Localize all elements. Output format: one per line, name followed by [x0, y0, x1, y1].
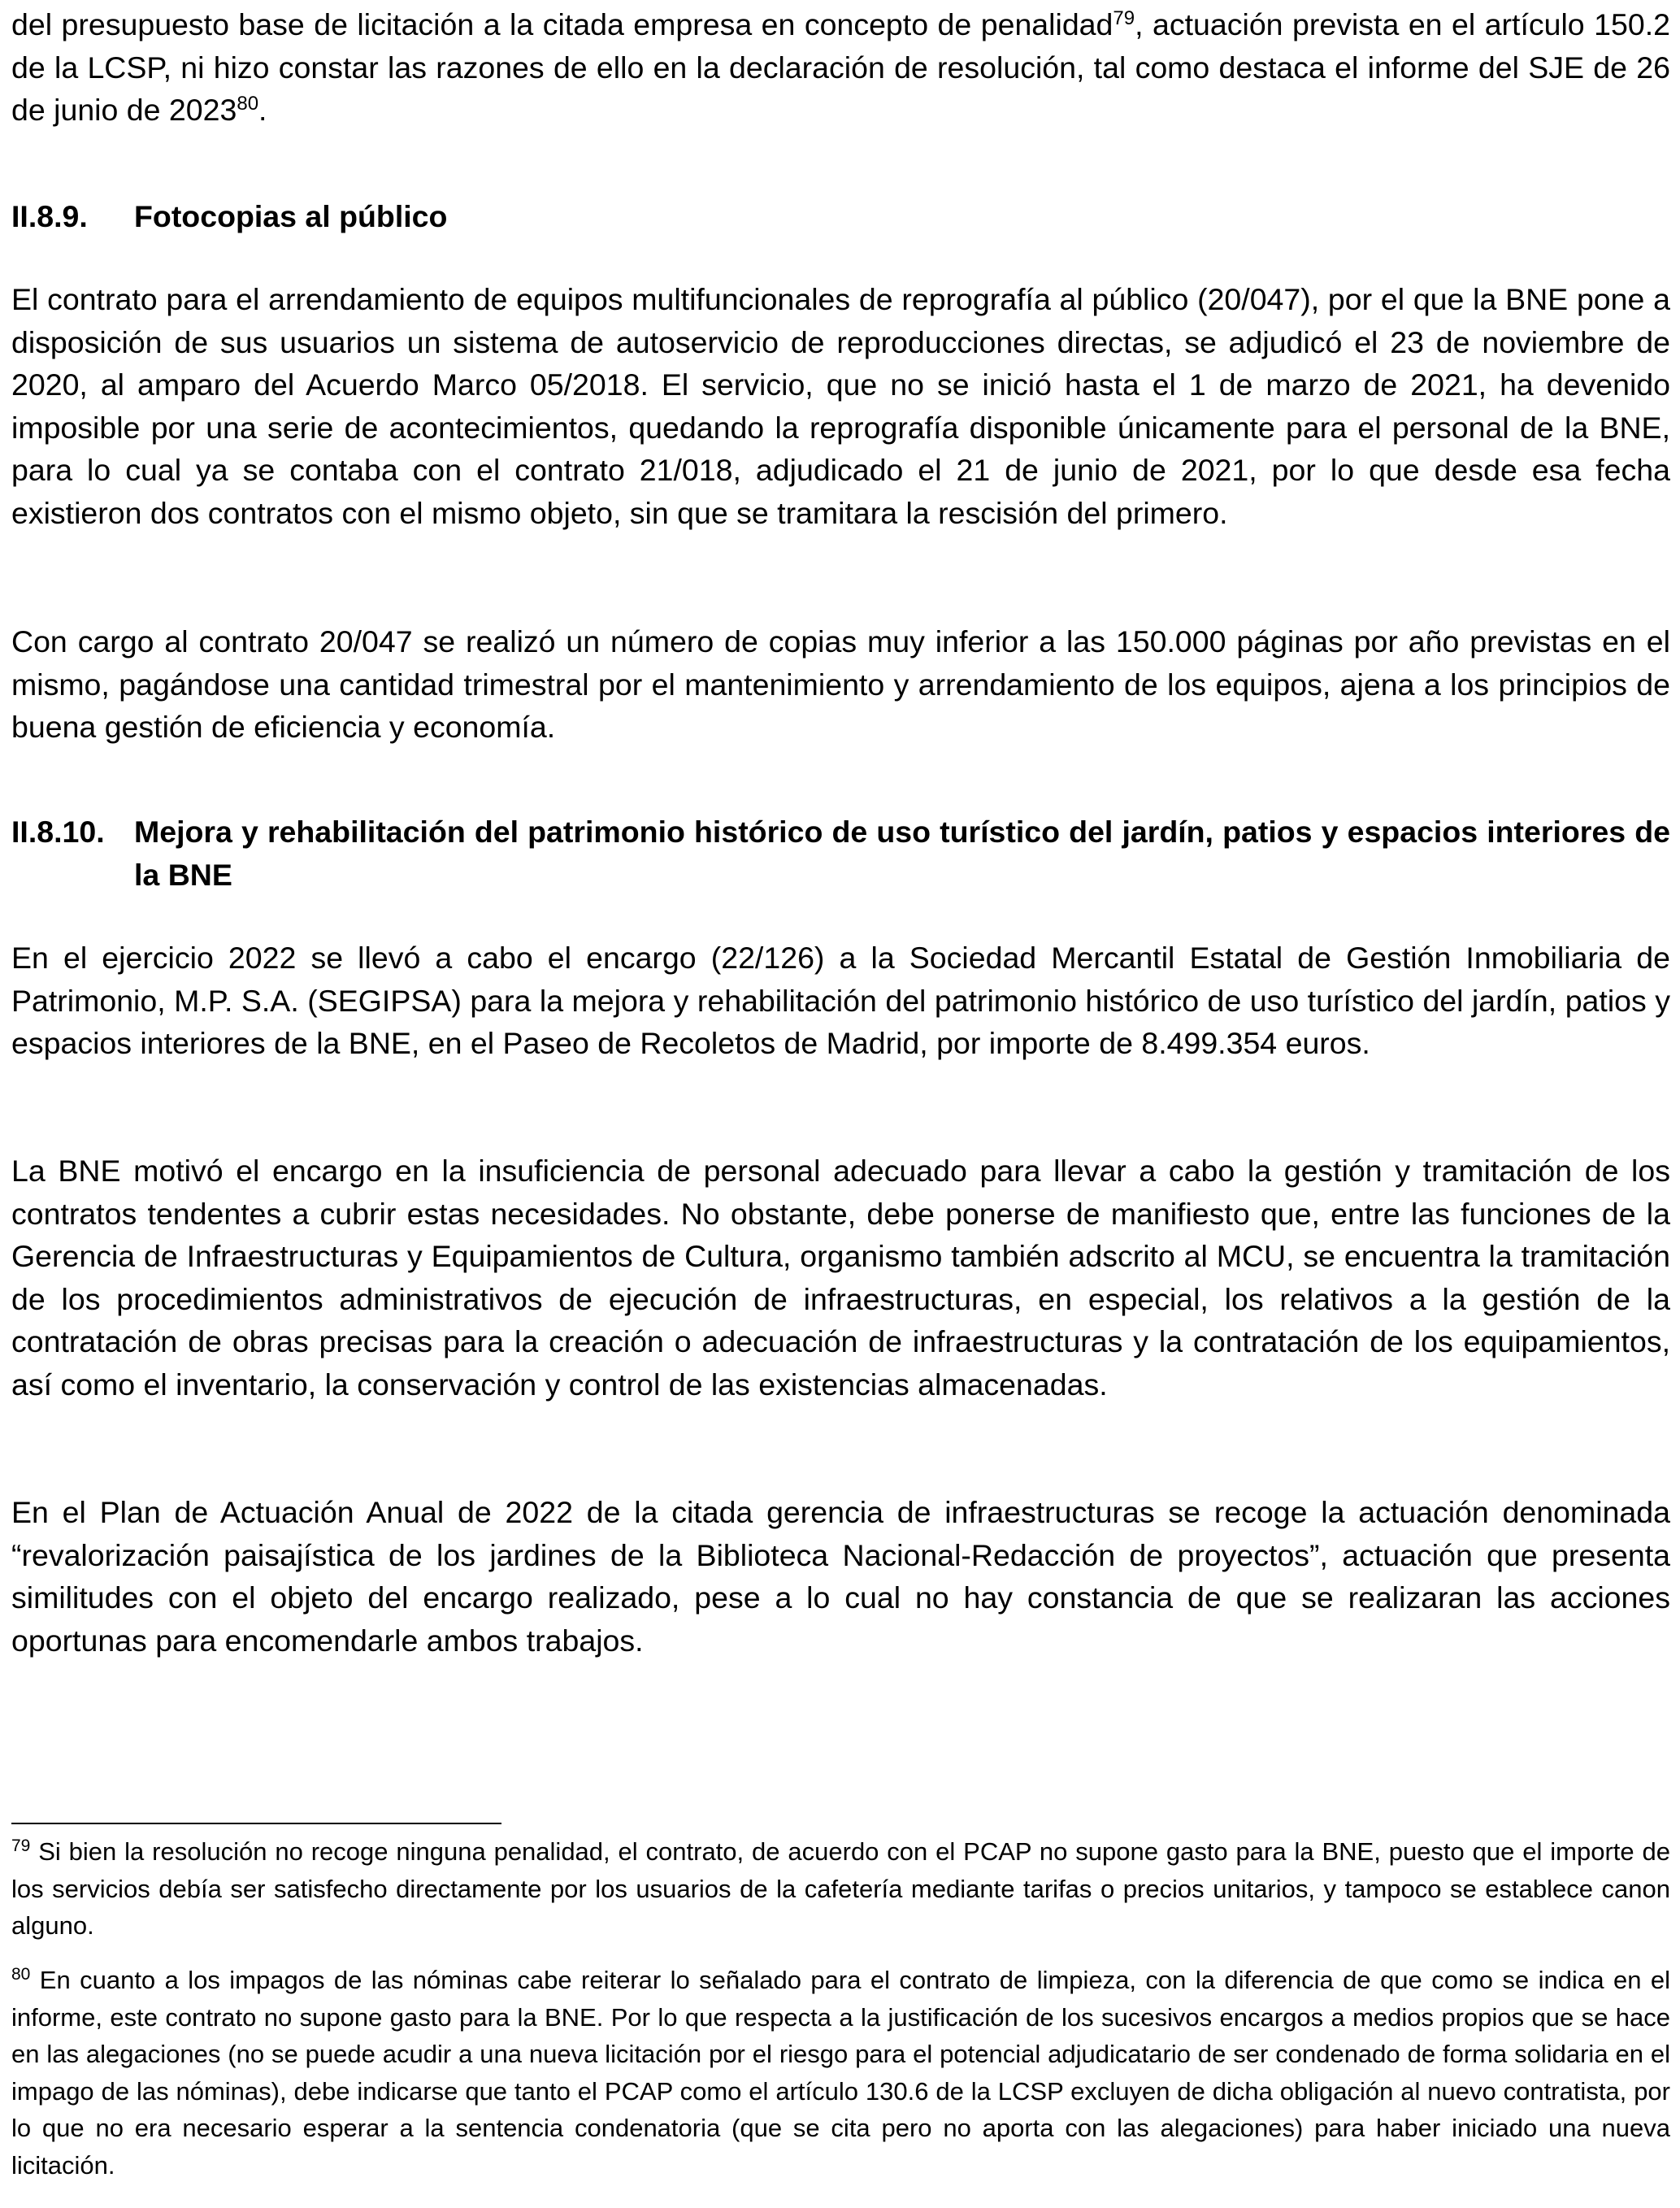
text: del presupuesto base de licitación a la citada empresa en concepto de penalidad [11, 7, 1113, 41]
footnote-text: Si bien la resolución no recoge ninguna penalidad, el contrato, de acuerdo con el PCAP no supone gasto para la BNE, puesto que el importe de los servicios debía ser satisfecho directamente por los usuarios de la cafetería mediante tarifas o precios unitarios, y tampoco se establece canon alguno. [11, 1837, 1670, 1940]
section-number: II.8.9. [11, 199, 88, 233]
section-heading-8-10 [11, 811, 1670, 896]
section-title: Fotocopias al público [134, 199, 448, 233]
footnote-text: En cuanto a los impagos de las nóminas cabe reiterar lo señalado para el contrato de limpieza, con la diferencia de que como se indica en el informe, este contrato no supone gasto para la BNE. Por lo que respecta a la justificación de los sucesivos encargos a medios propios que se hace en las alegaciones (no se puede acudir a una nueva licitación por el riesgo para el potencial adjudicatario de ser condenado de forma solidaria en el impago de las nóminas), debe indicarse que tanto el PCAP como el artículo 130.6 de la LCSP excluyen de dicha obligación al nuevo contratista, por lo que no era necesario esperar a la sentencia condenatoria (que se cita pero no aporta con las alegaciones) para haber iniciado una nueva licitación. [11, 1966, 1670, 2180]
text: , actuación prevista en el artículo 150.2 de la LCSP, ni hizo constar las razones de ello en la declaración de resolución, tal como destaca el informe del SJE de 26 de junio de 2023 [11, 7, 1670, 127]
footnote-79 [11, 1833, 1670, 1945]
footnote-ref-79[interactable]: 79 [1113, 7, 1135, 29]
paragraph: En el Plan de Actuación Anual de 2022 de la citada gerencia de infraestructuras se recoge la actuación denominada “revalorización paisajística de los jardines de la Biblioteca Nacional-Redacción de proyectos”, actuación que presenta similitudes con el objeto del encargo realizado, pese a lo cual no hay constancia de que se realizaran las acciones oportunas para encomendarle ambos trabajos. [11, 1495, 1670, 1658]
footnote-number: 80 [11, 1965, 31, 1984]
paragraph: Con cargo al contrato 20/047 se realizó un número de copias muy inferior a las 150.000 páginas por año previstas en el mismo, pagándose una cantidad trimestral por el mantenimiento y arrendamiento de los equipos, ajena a los principios de buena gestión de eficiencia y economía. [11, 624, 1670, 744]
text: . [258, 93, 267, 127]
footnote-number: 79 [11, 1836, 31, 1855]
section-number: II.8.10. [11, 815, 105, 849]
footnote-ref-80[interactable]: 80 [237, 93, 259, 115]
footnote-80 [11, 1962, 1670, 2184]
paragraph: El contrato para el arrendamiento de equipos multifuncionales de reprografía al público (20/047), por el que la BNE pone a disposición de sus usuarios un sistema de autoservicio de reproducciones directas, se adjudicó el 23 de noviembre de 2020, al amparo del Acuerdo Marco 05/2018. El servicio, que no se inició hasta el 1 de marzo de 2021, ha devenido imposible por una serie de acontecimientos, quedando la reprografía disponible únicamente para el personal de la BNE, para lo cual ya se contaba con el contrato 21/018, adjudicado el 21 de junio de 2021, por lo que desde esa fecha existieron dos contratos con el mismo objeto, sin que se tramitara la rescisión del primero. [11, 282, 1670, 530]
paragraph: En el ejercicio 2022 se llevó a cabo el encargo (22/126) a la Sociedad Mercantil Estatal de Gestión Inmobiliaria de Patrimonio, M.P. S.A. (SEGIPSA) para la mejora y rehabilitación del patrimonio histórico de uso turístico del jardín, patios y espacios interiores de la BNE, en el Paseo de Recoletos de Madrid, por importe de 8.499.354 euros. [11, 941, 1670, 1060]
paragraph: La BNE motivó el encargo en la insuficiencia de personal adecuado para llevar a cabo la gestión y tramitación de los contratos tendentes a cubrir estas necesidades. No obstante, debe ponerse de manifiesto que, entre las funciones de la Gerencia de Infraestructuras y Equipamientos de Cultura, organismo también adscrito al MCU, se encuentra la tramitación de los procedimientos administrativos de ejecución de infraestructuras, en especial, los relativos a la gestión de la contratación de obras precisas para la creación o adecuación de infraestructuras y la contratación de los equipamientos, así como el inventario, la conservación y control de las existencias almacenadas. [11, 1154, 1670, 1402]
paragraph-continuation [11, 3, 1670, 132]
section-heading-8-9 [11, 195, 1670, 238]
footnote-separator [11, 1823, 501, 1824]
section-title: Mejora y rehabilitación del patrimonio histórico de uso turístico del jardín, patios y espacios interiores de la BNE [134, 815, 1670, 892]
